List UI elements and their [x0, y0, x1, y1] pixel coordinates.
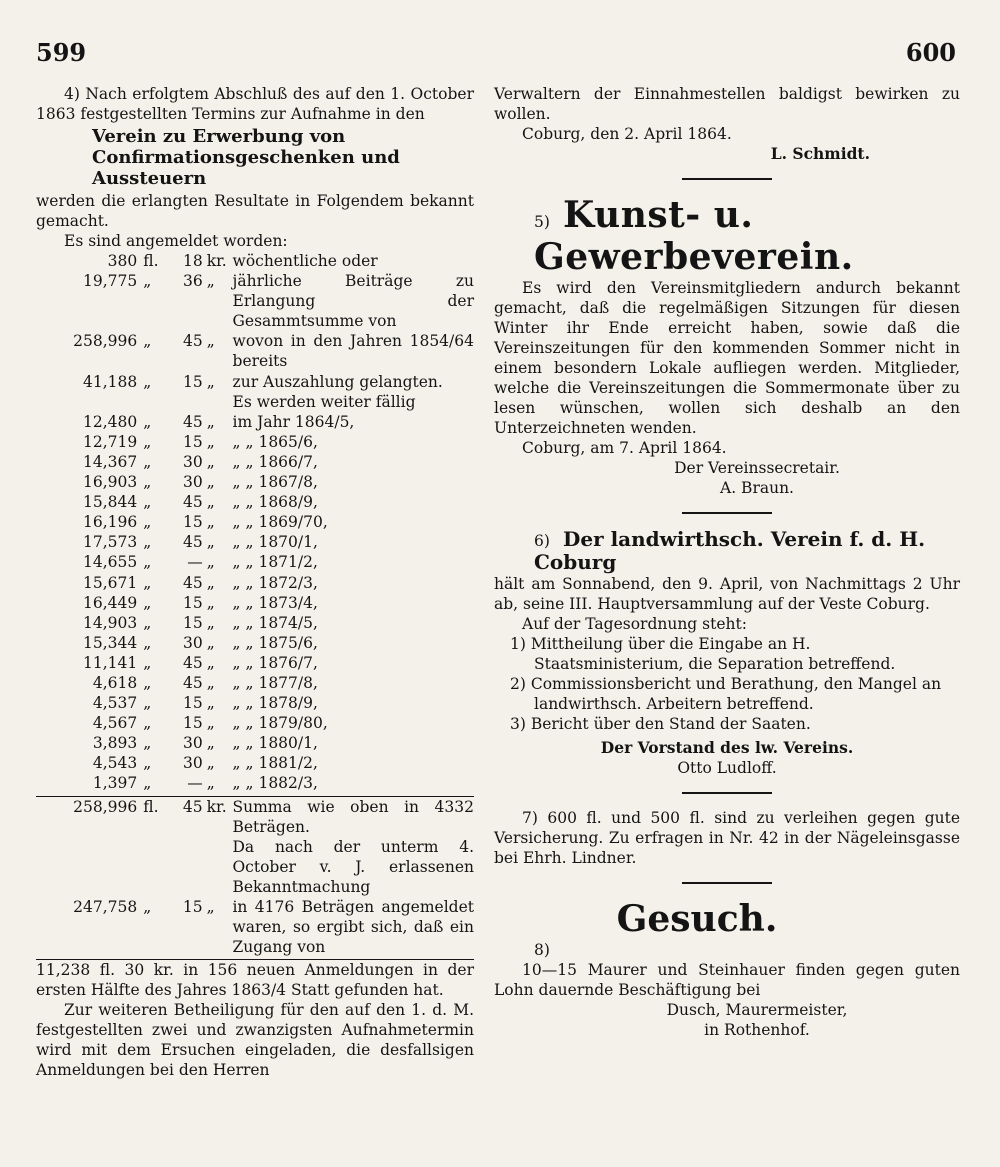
amount-cell: 16,196	[83, 513, 138, 532]
unit-cell: „	[143, 613, 152, 632]
unit-cell: „	[143, 332, 152, 351]
minor-amount-cell: 30	[182, 473, 203, 492]
amount-cell	[42, 392, 143, 412]
unit-cell: „	[143, 272, 152, 291]
notice-5-title-row	[534, 194, 960, 278]
description-cell: in 4176 Beträgen angemeldet waren, so ergibt sich, daß ein Zugang von	[232, 898, 474, 957]
notice-5-text: Es wird den Vereinsmitgliedern andurch bekannt gemacht, daß die regelmäßigen Sitzungen für diesen Winter ihr Ende erreicht haben, sowie daß die Vereinszeitungen für den kommenden Sommer nicht in einem besondern Lokale aufliegen werden. Mitglieder, welche die Vereinszeitungen die Sommermonate über zu lesen wünschen, wollen sich deshalb an den Unterzeichneten wenden.	[494, 279, 960, 437]
ledger-table	[42, 251, 474, 794]
unit-cell: „	[206, 714, 215, 733]
description-cell: „ „ 1866/7,	[232, 452, 318, 471]
minor-amount-cell: 45	[182, 573, 203, 592]
ledger-row	[42, 673, 474, 693]
ledger-row	[42, 392, 474, 412]
minor-amount-cell: 15	[182, 613, 203, 632]
unit-cell: „	[206, 513, 215, 532]
separator	[682, 882, 772, 884]
ledger-row	[42, 733, 474, 753]
notice-6-agenda	[494, 634, 960, 734]
minor-amount-cell: 45	[182, 412, 203, 431]
ledger-row	[42, 897, 474, 957]
notice-5-number: 5)	[534, 213, 550, 231]
ledger-row	[42, 472, 474, 492]
notice-6-text: hält am Sonnabend, den 9. April, von Nachmittags 2 Uhr ab, seine III. Hauptversammlung auf der Veste Coburg.	[494, 575, 960, 613]
notice-6-number: 6)	[534, 532, 550, 550]
minor-amount-cell: 45	[182, 797, 203, 816]
description-cell: Da nach der unterm 4. October v. J. erlassenen Bekanntmachung	[232, 837, 474, 896]
amount-cell: 12,480	[83, 412, 138, 431]
amount-cell: 15,671	[83, 573, 138, 592]
unit-cell: „	[206, 372, 215, 391]
amount-cell: 15,344	[83, 633, 138, 652]
unit-cell: „	[206, 593, 215, 612]
description-cell: „ „ 1872/3,	[232, 573, 318, 592]
unit-cell: „	[143, 412, 152, 431]
unit-cell: „	[143, 432, 152, 451]
description-cell: „ „ 1865/6,	[232, 432, 318, 451]
amount-cell: 19,775	[83, 272, 138, 291]
separator	[682, 512, 772, 514]
ledger-row	[42, 797, 474, 837]
notice-8-text: 10—15 Maurer und Steinhauer finden gegen guten Lohn dauernde Beschäftigung bei	[494, 961, 960, 999]
notice-4-text: werden die erlangten Resultate in Folgendem bekannt gemacht.	[36, 192, 474, 230]
amount-cell: 41,188	[83, 372, 138, 391]
notice-4-increase: 11,238 fl. 30 kr. in 156 neuen Anmeldungen in der ersten Hälfte des Jahres 1863/4 Statt gefunden hat.	[36, 961, 474, 1000]
unit-cell: „	[143, 493, 152, 512]
unit-cell	[207, 837, 233, 897]
unit-cell: fl.	[143, 252, 159, 270]
unit-cell: „	[143, 673, 152, 692]
unit-cell: „	[206, 754, 215, 773]
unit-cell: „	[206, 573, 215, 592]
unit-cell: „	[206, 774, 215, 793]
minor-amount-cell: 45	[182, 673, 203, 692]
minor-amount-cell: 15	[182, 593, 203, 612]
amount-cell: 11,141	[83, 653, 138, 672]
amount-cell: 4,567	[92, 714, 138, 733]
unit-cell: „	[143, 734, 152, 753]
ledger-row	[42, 653, 474, 673]
notice-4-invitation: Zur weiteren Betheiligung für den auf den 1. d. M. festgestellten zwei und zwanzigsten Aufnahmetermin wird mit dem Ersuchen eingeladen, die desfallsigen Anmeldungen bei den Herren	[36, 1001, 474, 1080]
minor-amount-cell	[173, 837, 207, 897]
unit-cell: „	[143, 774, 152, 793]
ledger-row	[42, 372, 474, 392]
description-cell: „ „ 1874/5,	[232, 613, 318, 632]
right-column	[494, 84, 960, 1040]
description-cell: „ „ 1879/80,	[232, 714, 328, 733]
ledger-row	[42, 613, 474, 633]
minor-amount-cell: 15	[182, 714, 203, 733]
description-cell: im Jahr 1864/5,	[232, 412, 355, 431]
notice-6-title-row	[534, 528, 960, 574]
notice-4-continuation: Verwaltern der Einnahmestellen baldigst bewirken zu wollen.	[494, 85, 960, 123]
unit-cell: „	[143, 372, 152, 391]
unit-cell: „	[143, 452, 152, 471]
amount-cell: 4,618	[92, 673, 138, 692]
description-cell: Summa wie oben in 4332 Beträgen.	[232, 797, 474, 836]
description-cell: wöchentliche oder	[232, 252, 378, 270]
notice-8-number: 8)	[534, 941, 550, 959]
unit-cell: „	[206, 734, 215, 753]
description-cell: zur Auszahlung gelangten.	[232, 372, 443, 391]
unit-cell: „	[143, 573, 152, 592]
ledger-row	[42, 512, 474, 532]
notice-4-subhead: Es sind angemeldet worden:	[64, 232, 288, 250]
amount-cell: 12,719	[83, 432, 138, 451]
notice-5-date: Coburg, am 7. April 1864.	[522, 439, 727, 457]
minor-amount-cell: 45	[182, 653, 203, 672]
amount-cell: 3,893	[92, 734, 138, 753]
unit-cell: „	[206, 553, 215, 572]
description-cell: „ „ 1880/1,	[232, 734, 318, 753]
minor-amount-cell: 30	[182, 633, 203, 652]
unit-cell: „	[206, 272, 215, 291]
ledger-row	[42, 251, 474, 271]
notice-8-employer: Dusch, Maurermeister,	[666, 1001, 848, 1019]
amount-cell: 4,543	[92, 754, 138, 773]
description-cell: jährliche Beiträge zu Erlangung der Gesammtsumme von	[232, 272, 474, 331]
description-cell: wovon in den Jahren 1854/64 bereits	[232, 332, 474, 371]
notice-5-signature: A. Braun.	[720, 479, 794, 497]
notice-8-title: Gesuch.	[616, 898, 778, 940]
notice-5-title: Kunst- u. Gewerbeverein.	[534, 194, 854, 278]
amount-cell: 258,996	[73, 332, 138, 351]
notice-8-location: in Rothenhof.	[704, 1021, 810, 1039]
notice-4-date: Coburg, den 2. April 1864.	[522, 125, 732, 143]
unit-cell: „	[206, 432, 215, 451]
minor-amount-cell: 15	[182, 694, 203, 713]
unit-cell: „	[143, 533, 152, 552]
minor-amount-cell: 18	[182, 252, 203, 270]
unit-cell: „	[206, 473, 215, 492]
amount-cell: 14,903	[83, 613, 138, 632]
left-column	[36, 84, 474, 1080]
amount-cell	[42, 837, 143, 897]
page-number-left: 599	[36, 38, 87, 67]
amount-cell: 4,537	[92, 694, 138, 713]
description-cell: „ „ 1871/2,	[232, 553, 318, 572]
unit-cell: „	[143, 513, 152, 532]
ledger-row	[42, 693, 474, 713]
notice-6-board: Der Vorstand des lw. Vereins.	[600, 738, 854, 757]
ledger-row	[42, 593, 474, 613]
unit-cell: kr.	[206, 797, 227, 816]
unit-cell: fl.	[143, 797, 159, 816]
minor-amount-cell: 45	[182, 533, 203, 552]
ledger-row	[42, 331, 474, 371]
ledger-row	[42, 532, 474, 552]
description-cell: „ „ 1870/1,	[232, 533, 318, 552]
minor-amount-cell: 15	[182, 432, 203, 451]
unit-cell: „	[206, 694, 215, 713]
notice-6-signature: Otto Ludloff.	[677, 759, 777, 777]
separator	[682, 178, 772, 180]
minor-amount-cell	[173, 392, 207, 412]
ledger-row	[42, 713, 474, 733]
ledger-row	[42, 492, 474, 512]
notice-4-intro: 4) Nach erfolgtem Abschluß des auf den 1. October 1863 festgestellten Termins zur Aufnahme in den	[36, 85, 474, 123]
unit-cell: „	[143, 898, 152, 916]
description-cell: „ „ 1869/70,	[232, 513, 328, 532]
unit-cell: „	[143, 593, 152, 612]
notice-6-agenda-heading: Auf der Tagesordnung steht:	[522, 615, 747, 633]
unit-cell: „	[143, 694, 152, 713]
notice-7-text: 7) 600 fl. und 500 fl. sind zu verleihen gegen gute Versicherung. Zu erfragen in Nr. 42 in der Nägeleinsgasse bei Ehrh. Lindner.	[494, 809, 960, 867]
unit-cell: „	[206, 412, 215, 431]
minor-amount-cell: 30	[182, 452, 203, 471]
page-number-right: 600	[905, 38, 956, 67]
sum-table	[42, 797, 474, 958]
separator	[682, 792, 772, 794]
unit-cell	[143, 837, 173, 897]
unit-cell: „	[143, 473, 152, 492]
ledger-row	[42, 837, 474, 897]
unit-cell: „	[206, 653, 215, 672]
ledger-row	[42, 573, 474, 593]
minor-amount-cell: 30	[182, 734, 203, 753]
minor-amount-cell: 45	[182, 332, 203, 351]
ledger-row	[42, 271, 474, 331]
description-cell: „ „ 1882/3,	[232, 774, 318, 793]
ledger-row	[42, 633, 474, 653]
amount-cell: 16,449	[83, 593, 138, 612]
minor-amount-cell: 45	[182, 493, 203, 512]
description-cell: „ „ 1881/2,	[232, 754, 318, 773]
notice-4-heading: Verein zu Erwerbung von Confirmationsgeschenken und Aussteuern	[92, 126, 400, 189]
unit-cell	[143, 392, 173, 412]
ledger-row	[42, 753, 474, 773]
notice-6-title: Der landwirthsch. Verein f. d. H. Coburg	[534, 527, 926, 574]
description-cell: „ „ 1876/7,	[232, 653, 318, 672]
unit-cell: „	[143, 653, 152, 672]
unit-cell: „	[143, 553, 152, 572]
amount-cell: 14,655	[83, 553, 138, 572]
unit-cell: „	[206, 673, 215, 692]
unit-cell: „	[206, 533, 215, 552]
amount-cell: 16,903	[83, 473, 138, 492]
minor-amount-cell: 15	[182, 513, 203, 532]
agenda-item: 3) Bericht über den Stand der Saaten.	[510, 715, 811, 733]
amount-cell: 15,844	[83, 493, 138, 512]
unit-cell: „	[143, 633, 152, 652]
description-cell: „ „ 1878/9,	[232, 694, 318, 713]
amount-cell: 258,996	[73, 797, 138, 816]
amount-cell: 14,367	[83, 452, 138, 471]
amount-cell: 380	[107, 252, 138, 270]
unit-cell: „	[143, 754, 152, 773]
unit-cell: „	[206, 332, 215, 351]
amount-cell: 1,397	[92, 774, 138, 793]
minor-amount-cell: 30	[182, 754, 203, 773]
description-cell: „ „ 1868/9,	[232, 493, 318, 512]
description-cell: „ „ 1867/8,	[232, 473, 318, 492]
amount-cell: 247,758	[73, 898, 138, 916]
description-cell: „ „ 1877/8,	[232, 673, 318, 692]
minor-amount-cell: 15	[182, 372, 203, 391]
unit-cell: kr.	[206, 252, 227, 270]
amount-cell: 17,573	[83, 533, 138, 552]
description-cell: Es werden weiter fällig	[232, 392, 416, 411]
notice-5-role: Der Vereinssecretair.	[674, 459, 840, 477]
minor-amount-cell: 36	[182, 272, 203, 291]
description-cell: „ „ 1873/4,	[232, 593, 318, 612]
ledger-row	[42, 412, 474, 432]
unit-cell: „	[206, 493, 215, 512]
unit-cell: „	[143, 714, 152, 733]
ledger-row	[42, 552, 474, 572]
unit-cell: „	[206, 898, 215, 916]
notice-4-signature: L. Schmidt.	[770, 144, 870, 163]
minor-amount-cell: —	[187, 553, 203, 572]
minor-amount-cell: —	[187, 774, 203, 793]
description-cell: „ „ 1875/6,	[232, 633, 318, 652]
unit-cell: „	[206, 633, 215, 652]
agenda-item: 1) Mittheilung über die Eingabe an H. Staatsministerium, die Separation betreffend.	[510, 635, 896, 673]
ledger-row	[42, 432, 474, 452]
minor-amount-cell: 15	[182, 898, 203, 916]
unit-cell: „	[206, 613, 215, 632]
ledger-row	[42, 773, 474, 793]
unit-cell: „	[206, 452, 215, 471]
ledger-row	[42, 452, 474, 472]
agenda-item: 2) Commissionsbericht und Berathung, den Mangel an landwirthsch. Arbeitern betreffend.	[510, 675, 942, 713]
unit-cell	[207, 392, 233, 412]
